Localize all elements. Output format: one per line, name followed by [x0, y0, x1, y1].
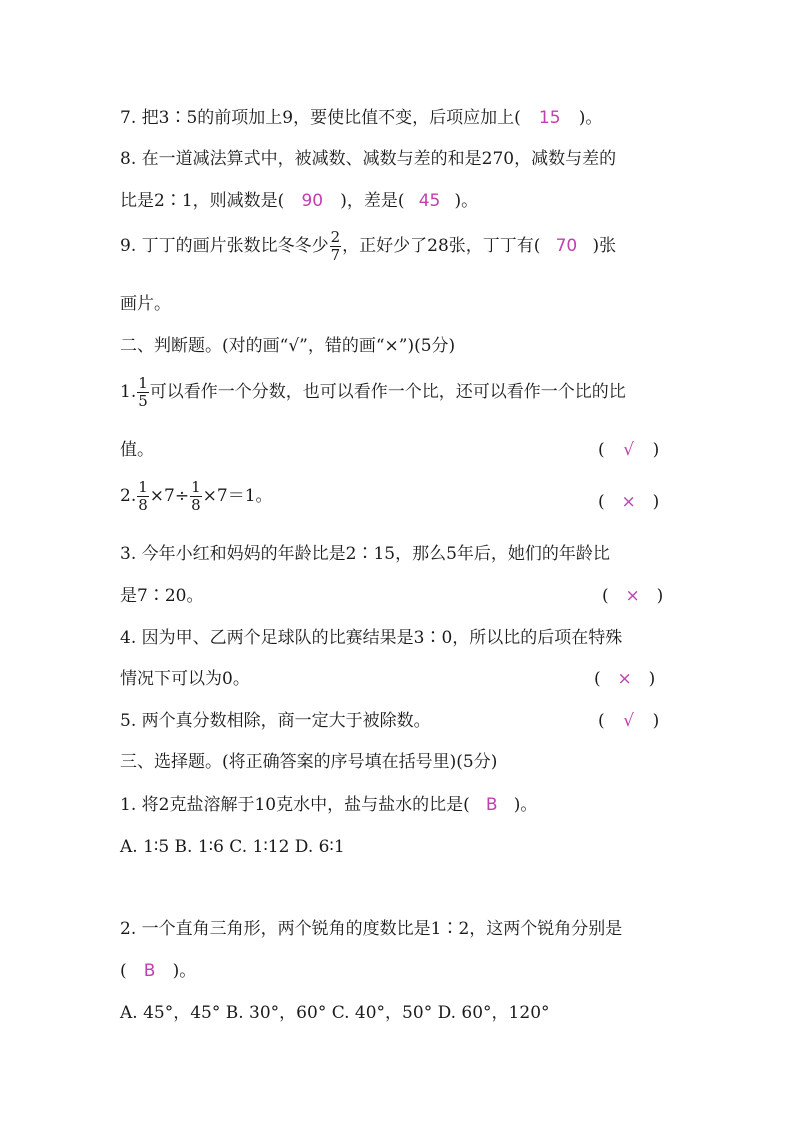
- fill-q8-tail: )。: [454, 191, 479, 211]
- choice-q2-answer: B: [143, 961, 156, 981]
- judge-q5-answer-box: [598, 713, 659, 730]
- fill-q9-frac-den: 7: [330, 246, 341, 264]
- judge-q2-answer-box: [598, 494, 659, 511]
- judge-q1-answer: √: [623, 440, 635, 460]
- judge-q2-mid: ×7÷: [149, 486, 190, 506]
- judge-q4-answer: ×: [617, 669, 632, 689]
- judge-q2-frac2-den: 8: [191, 496, 201, 514]
- judge-q4-line2: 情况下可以为0。: [120, 669, 250, 689]
- fill-q8-answer1: 90: [301, 191, 324, 211]
- judge-q2-fraction2: [190, 480, 202, 513]
- paren-close: ): [652, 711, 660, 731]
- choice-q2-pre: (: [120, 961, 127, 981]
- fill-q9-tail: )张: [592, 236, 617, 256]
- choice-q1: [120, 797, 537, 814]
- paren-close: ): [648, 669, 656, 689]
- paren-open: (: [598, 492, 605, 512]
- fill-q7: [120, 110, 602, 127]
- judge-q1-line2: 值。: [120, 440, 154, 460]
- paren-close: ): [652, 440, 660, 460]
- fill-q9-fraction: [330, 230, 342, 263]
- judge-q2-frac1-num: 1: [138, 478, 148, 496]
- fill-q7-answer: 15: [538, 108, 561, 128]
- fill-q7-tail: )。: [578, 108, 603, 128]
- fill-q8-pre: 比是2∶1，则减数是(: [120, 191, 285, 211]
- judge-q3-answer-box: [602, 588, 663, 605]
- choice-q1-text: 1. 将2克盐溶解于10克水中，盐与盐水的比是(: [120, 795, 470, 815]
- fill-q8-line1: 8. 在一道减法算式中，被减数、减数与差的和是270，减数与差的: [120, 149, 617, 169]
- fill-q8-line2: [120, 193, 478, 210]
- paren-open: (: [598, 440, 605, 460]
- paren-open: (: [598, 711, 605, 731]
- judge-q4-line1: 4. 因为甲、乙两个足球队的比赛结果是3∶0，所以比的后项在特殊: [120, 628, 623, 648]
- judge-q3-line1: 3. 今年小红和妈妈的年龄比是2∶15，那么5年后，她们的年龄比: [120, 544, 610, 564]
- judge-q1-fraction: [137, 376, 149, 409]
- judge-q1-text: 可以看作一个分数，也可以看作一个比，还可以看作一个比的比: [149, 382, 626, 402]
- judge-q1-frac-num: 1: [138, 374, 148, 392]
- choice-heading: 三、选择题。(将正确答案的序号填在括号里)(5分): [120, 752, 498, 772]
- choice-q2-line2: [120, 963, 196, 980]
- judge-q1-line1: [120, 376, 626, 409]
- choice-q1-answer: B: [485, 795, 498, 815]
- choice-q1-options: A. 1∶5 B. 1∶6 C. 1∶12 D. 6∶1: [120, 837, 345, 857]
- judge-q1-num: 1.: [120, 382, 137, 402]
- fill-q9-line2: 画片。: [120, 294, 171, 314]
- fill-q7-text: 7. 把3∶5的前项加上9，要使比值不变，后项应加上(: [120, 108, 521, 128]
- judge-q2-line1: [120, 480, 273, 513]
- judge-q2-fraction1: [137, 480, 149, 513]
- fill-q9-pre: 9. 丁丁的画片张数比冬冬少: [120, 236, 329, 256]
- judge-q3-answer: ×: [625, 586, 640, 606]
- judge-q2-frac1-den: 8: [138, 496, 148, 514]
- choice-q1-tail: )。: [513, 795, 538, 815]
- fill-q8-mid: )，差是(: [340, 191, 405, 211]
- fill-q9-frac-num: 2: [330, 228, 341, 246]
- choice-q2-tail: )。: [172, 961, 197, 981]
- paren-open: (: [602, 586, 609, 606]
- judge-q5-answer: √: [623, 711, 635, 731]
- judge-q3-line2: 是7∶20。: [120, 586, 204, 606]
- fill-q8-answer2: 45: [418, 191, 441, 211]
- judge-q4-answer-box: [594, 671, 655, 688]
- choice-q2-options: A. 45°，45° B. 30°，60° C. 40°，50° D. 60°，120°: [120, 1003, 550, 1023]
- paren-open: (: [594, 669, 601, 689]
- fill-q9-line1: [120, 230, 616, 263]
- judge-q2-tail: ×7＝1。: [202, 486, 273, 506]
- judge-q2-num: 2.: [120, 486, 137, 506]
- judge-q2-answer: ×: [621, 492, 636, 512]
- fill-q9-answer: 70: [555, 236, 578, 256]
- paren-close: ): [656, 586, 664, 606]
- choice-q2-line1: 2. 一个直角三角形，两个锐角的度数比是1∶2，这两个锐角分别是: [120, 919, 623, 939]
- judge-q5-line1: 5. 两个真分数相除，商一定大于被除数。: [120, 711, 431, 731]
- judge-q1-frac-den: 5: [138, 392, 148, 410]
- paren-close: ): [652, 492, 660, 512]
- fill-q9-mid: ，正好少了28张，丁丁有(: [342, 236, 541, 256]
- judge-q1-answer-box: [598, 442, 659, 459]
- judge-heading: 二、判断题。(对的画“√”，错的画“×”)(5分): [120, 336, 456, 356]
- judge-q2-frac2-num: 1: [191, 478, 201, 496]
